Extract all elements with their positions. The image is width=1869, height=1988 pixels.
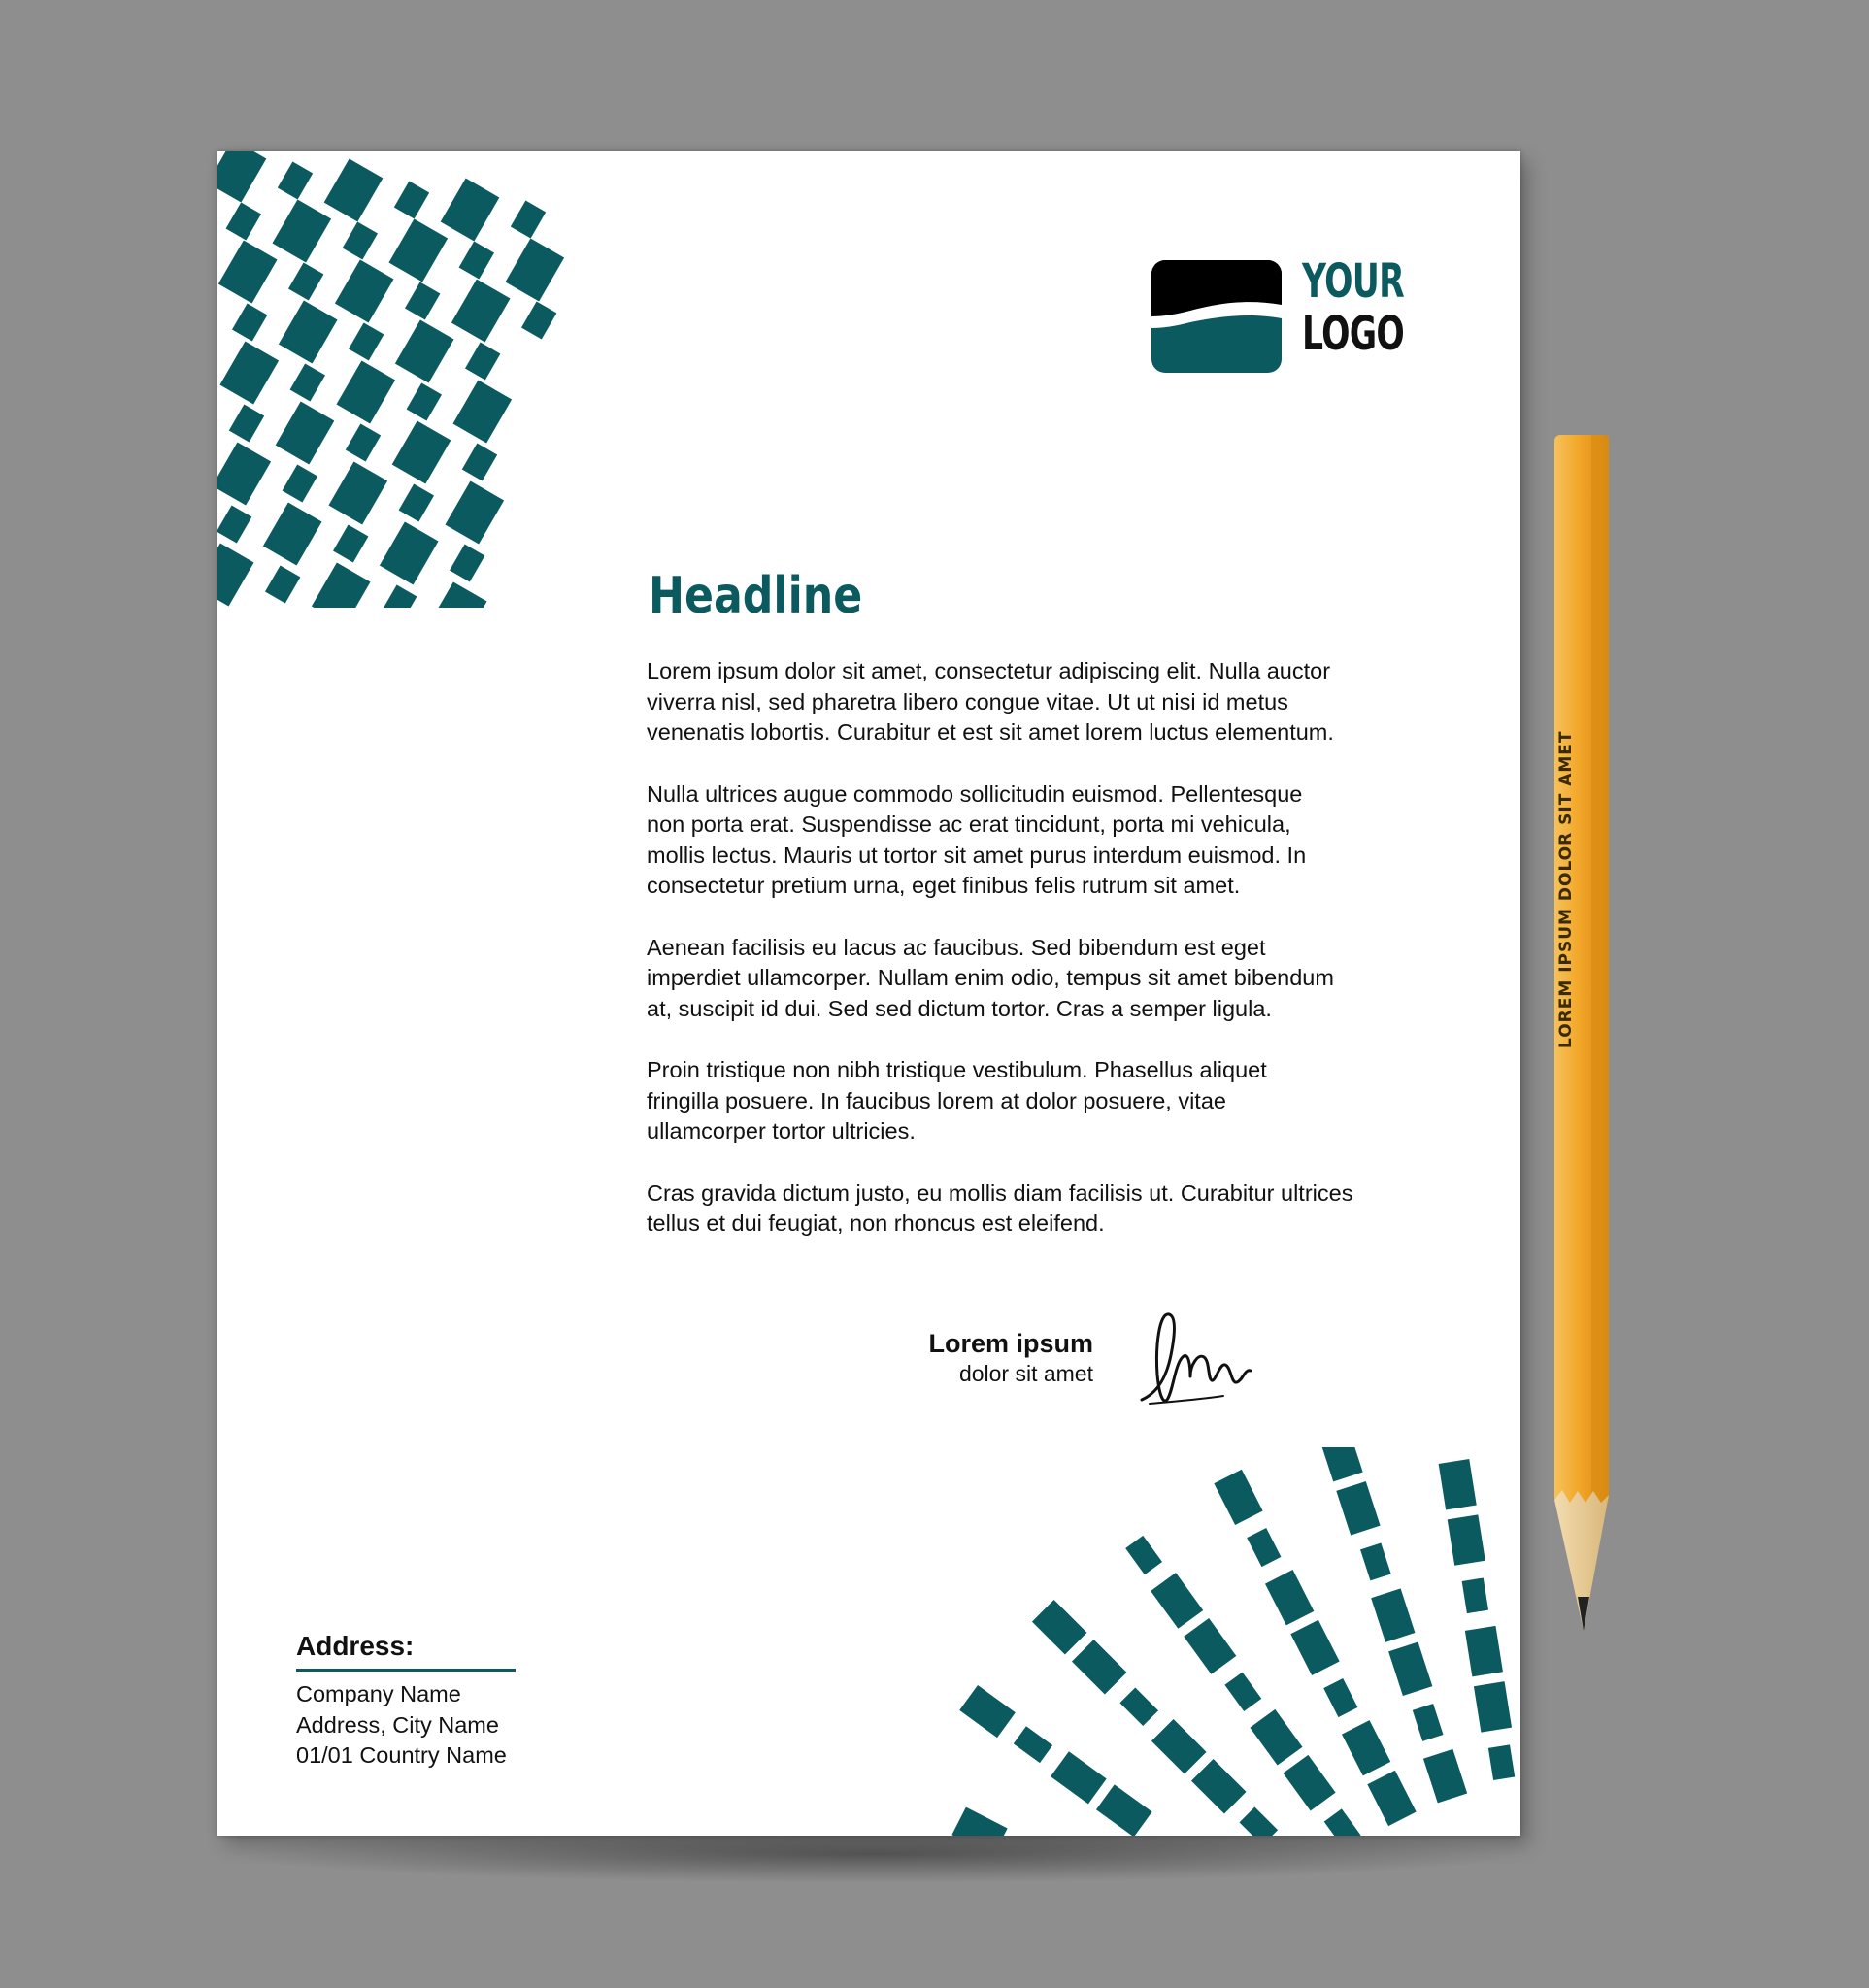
decorative-mosaic-top — [217, 151, 625, 608]
mosaic-tile — [272, 199, 331, 262]
mosaic-tile — [217, 505, 251, 543]
mosaic-tile — [395, 319, 454, 382]
mosaic-tile — [959, 1685, 1016, 1738]
mosaic-tile — [265, 565, 300, 603]
mosaic-tile — [290, 363, 325, 401]
address-block — [296, 1679, 507, 1772]
mosaic-tile — [1125, 1536, 1162, 1574]
mosaic-tile — [217, 151, 266, 203]
mosaic-tile — [399, 483, 434, 521]
address-label: Address: — [296, 1631, 415, 1661]
mosaic-tile — [459, 241, 494, 279]
mosaic-tile — [1072, 1640, 1127, 1695]
address-company: Company Name — [296, 1681, 461, 1706]
company-logo — [1151, 252, 1404, 369]
mosaic-tile — [279, 300, 338, 363]
mosaic-tile — [1360, 1543, 1391, 1581]
mosaic-tile — [219, 341, 279, 404]
mosaic-tile — [1462, 1577, 1488, 1613]
address-divider — [296, 1669, 516, 1672]
mosaic-tile — [324, 158, 384, 221]
mosaic-tile — [1239, 1806, 1278, 1836]
mosaic-tile — [394, 181, 429, 218]
mosaic-tile — [462, 443, 497, 480]
mosaic-tile — [1423, 1749, 1467, 1804]
signatory-title: dolor sit amet — [958, 1361, 1093, 1386]
mosaic-tile — [1465, 1626, 1503, 1676]
body-paragraph: Proin tristique non nibh tristique vestibulum. Phasellus aliquet fringilla posuere. In faucibus lorem at dolor posuere, vitae ullamcorper tortor ultricies. — [647, 1057, 1267, 1143]
mosaic-tile — [1214, 1470, 1262, 1525]
mosaic-tile — [1342, 1720, 1390, 1775]
mosaic-tile — [405, 282, 440, 319]
body-paragraph: Nulla ultrices augue commodo sollicitudin euismod. Pellentesque non porta erat. Suspendisse ac erat tincidunt, porta mi vehicula, mollis lectus. Mauris ut tortor sit amet purus interdum euismod. In consectetur pretium urna, eget finibus felis rutrum sit amet. — [647, 780, 1307, 898]
mosaic-tile — [1151, 1719, 1207, 1774]
mosaic-tile — [1388, 1642, 1432, 1697]
mosaic-tile — [388, 218, 448, 282]
logo-text-your: YOUR — [1302, 254, 1404, 309]
mosaic-tile — [452, 380, 512, 443]
mosaic-tile — [511, 200, 546, 238]
mosaic-tile — [1247, 1528, 1281, 1567]
body-paragraph: Aenean facilisis eu lacus ac faucibus. Sed bibendum est eget imperdiet ullamcorper. Nullam enim odio, tempus sit amet bibendum at, suscipit id dui. Sed sed dictum tortor. Cras a semper ligula. — [647, 934, 1334, 1021]
mosaic-tile — [288, 262, 323, 300]
mosaic-tile — [407, 382, 442, 420]
mosaic-tile — [226, 202, 261, 240]
mosaic-tile — [1474, 1681, 1512, 1732]
mosaic-tile — [445, 480, 504, 544]
mosaic-tile — [1224, 1673, 1261, 1711]
pencil-imprint: LOREM IPSUM DOLOR SIT AMET — [1556, 730, 1576, 1048]
mosaic-tile — [1283, 1755, 1335, 1811]
mosaic-tile — [1290, 1620, 1339, 1675]
mosaic-tile — [1051, 1751, 1107, 1804]
mosaic-tile — [349, 322, 384, 360]
signatory-name: Lorem ipsum — [928, 1329, 1093, 1358]
mosaic-tile — [276, 401, 335, 464]
mosaic-tile — [1096, 1784, 1152, 1836]
handwritten-signature — [1130, 1307, 1285, 1413]
mosaic-tile — [346, 423, 381, 461]
body-paragraph: Cras gravida dictum justo, eu mollis diam facilisis ut. Curabitur ultrices tellus et dui feugiat, non rhoncus est eleifend. — [647, 1179, 1353, 1236]
mosaic-tile — [1448, 1514, 1485, 1565]
mosaic-tile — [229, 404, 264, 442]
mosaic-tile — [428, 581, 487, 608]
mosaic-tile — [1184, 1618, 1236, 1674]
mosaic-tile — [217, 543, 254, 606]
mosaic-tile — [328, 461, 387, 524]
mosaic-tile — [343, 221, 378, 259]
letterhead-page — [217, 151, 1520, 1836]
mosaic-tile — [505, 238, 564, 301]
mosaic-tile — [951, 1807, 1007, 1836]
address-street-city: Address, City Name — [296, 1711, 499, 1738]
letter-body — [647, 656, 1423, 1271]
headline: Headline — [649, 567, 863, 625]
mosaic-tile — [312, 562, 371, 608]
mosaic-tile — [392, 420, 451, 483]
mosaic-tile — [1191, 1759, 1247, 1814]
mosaic-tile — [1318, 1447, 1362, 1481]
address-country: 01/01 Country Name — [296, 1742, 507, 1768]
mosaic-tile — [336, 360, 395, 423]
mosaic-tile — [521, 301, 556, 339]
decorative-mosaic-bottom — [938, 1447, 1520, 1836]
mosaic-tile — [278, 161, 313, 199]
mosaic-tile — [441, 178, 500, 241]
logo-text-logo: LOGO — [1302, 307, 1405, 361]
body-paragraph: Lorem ipsum dolor sit amet, consectetur adipiscing elit. Nulla auctor viverra nisl, sed pharetra libero congue vitae. Ut ut nisi id metus venenatis lobortis. Curabitur et est sit amet lorem luctus elementum. — [647, 658, 1334, 745]
mosaic-tile — [382, 584, 417, 608]
mosaic-tile — [1488, 1744, 1515, 1780]
mosaic-tile — [1413, 1704, 1444, 1741]
mosaic-tile — [1151, 1573, 1203, 1629]
mosaic-tile — [451, 279, 511, 342]
mosaic-tile — [1439, 1459, 1477, 1509]
mosaic-tile — [450, 544, 484, 581]
mosaic-tile — [1014, 1726, 1052, 1763]
mosaic-tile — [465, 342, 500, 380]
mosaic-tile — [380, 521, 439, 584]
wave-square-logo-icon — [1151, 260, 1282, 373]
mosaic-tile — [1119, 1687, 1158, 1726]
mosaic-tile — [1324, 1808, 1361, 1836]
mosaic-tile — [283, 464, 317, 502]
mosaic-tile — [1265, 1570, 1314, 1625]
mosaic-tile — [333, 524, 368, 562]
mosaic-tile — [1367, 1771, 1416, 1826]
mosaic-tile — [263, 502, 322, 565]
mosaic-tile — [1336, 1481, 1380, 1536]
mosaic-tile — [1323, 1678, 1357, 1717]
mosaic-tile — [1371, 1588, 1415, 1642]
mosaic-tile — [335, 259, 394, 322]
mosaic-tile — [218, 240, 278, 303]
mosaic-tile — [232, 303, 267, 341]
mosaic-tile — [1250, 1709, 1302, 1766]
mosaic-tile — [217, 442, 271, 505]
mosaic-tile — [1032, 1600, 1087, 1655]
